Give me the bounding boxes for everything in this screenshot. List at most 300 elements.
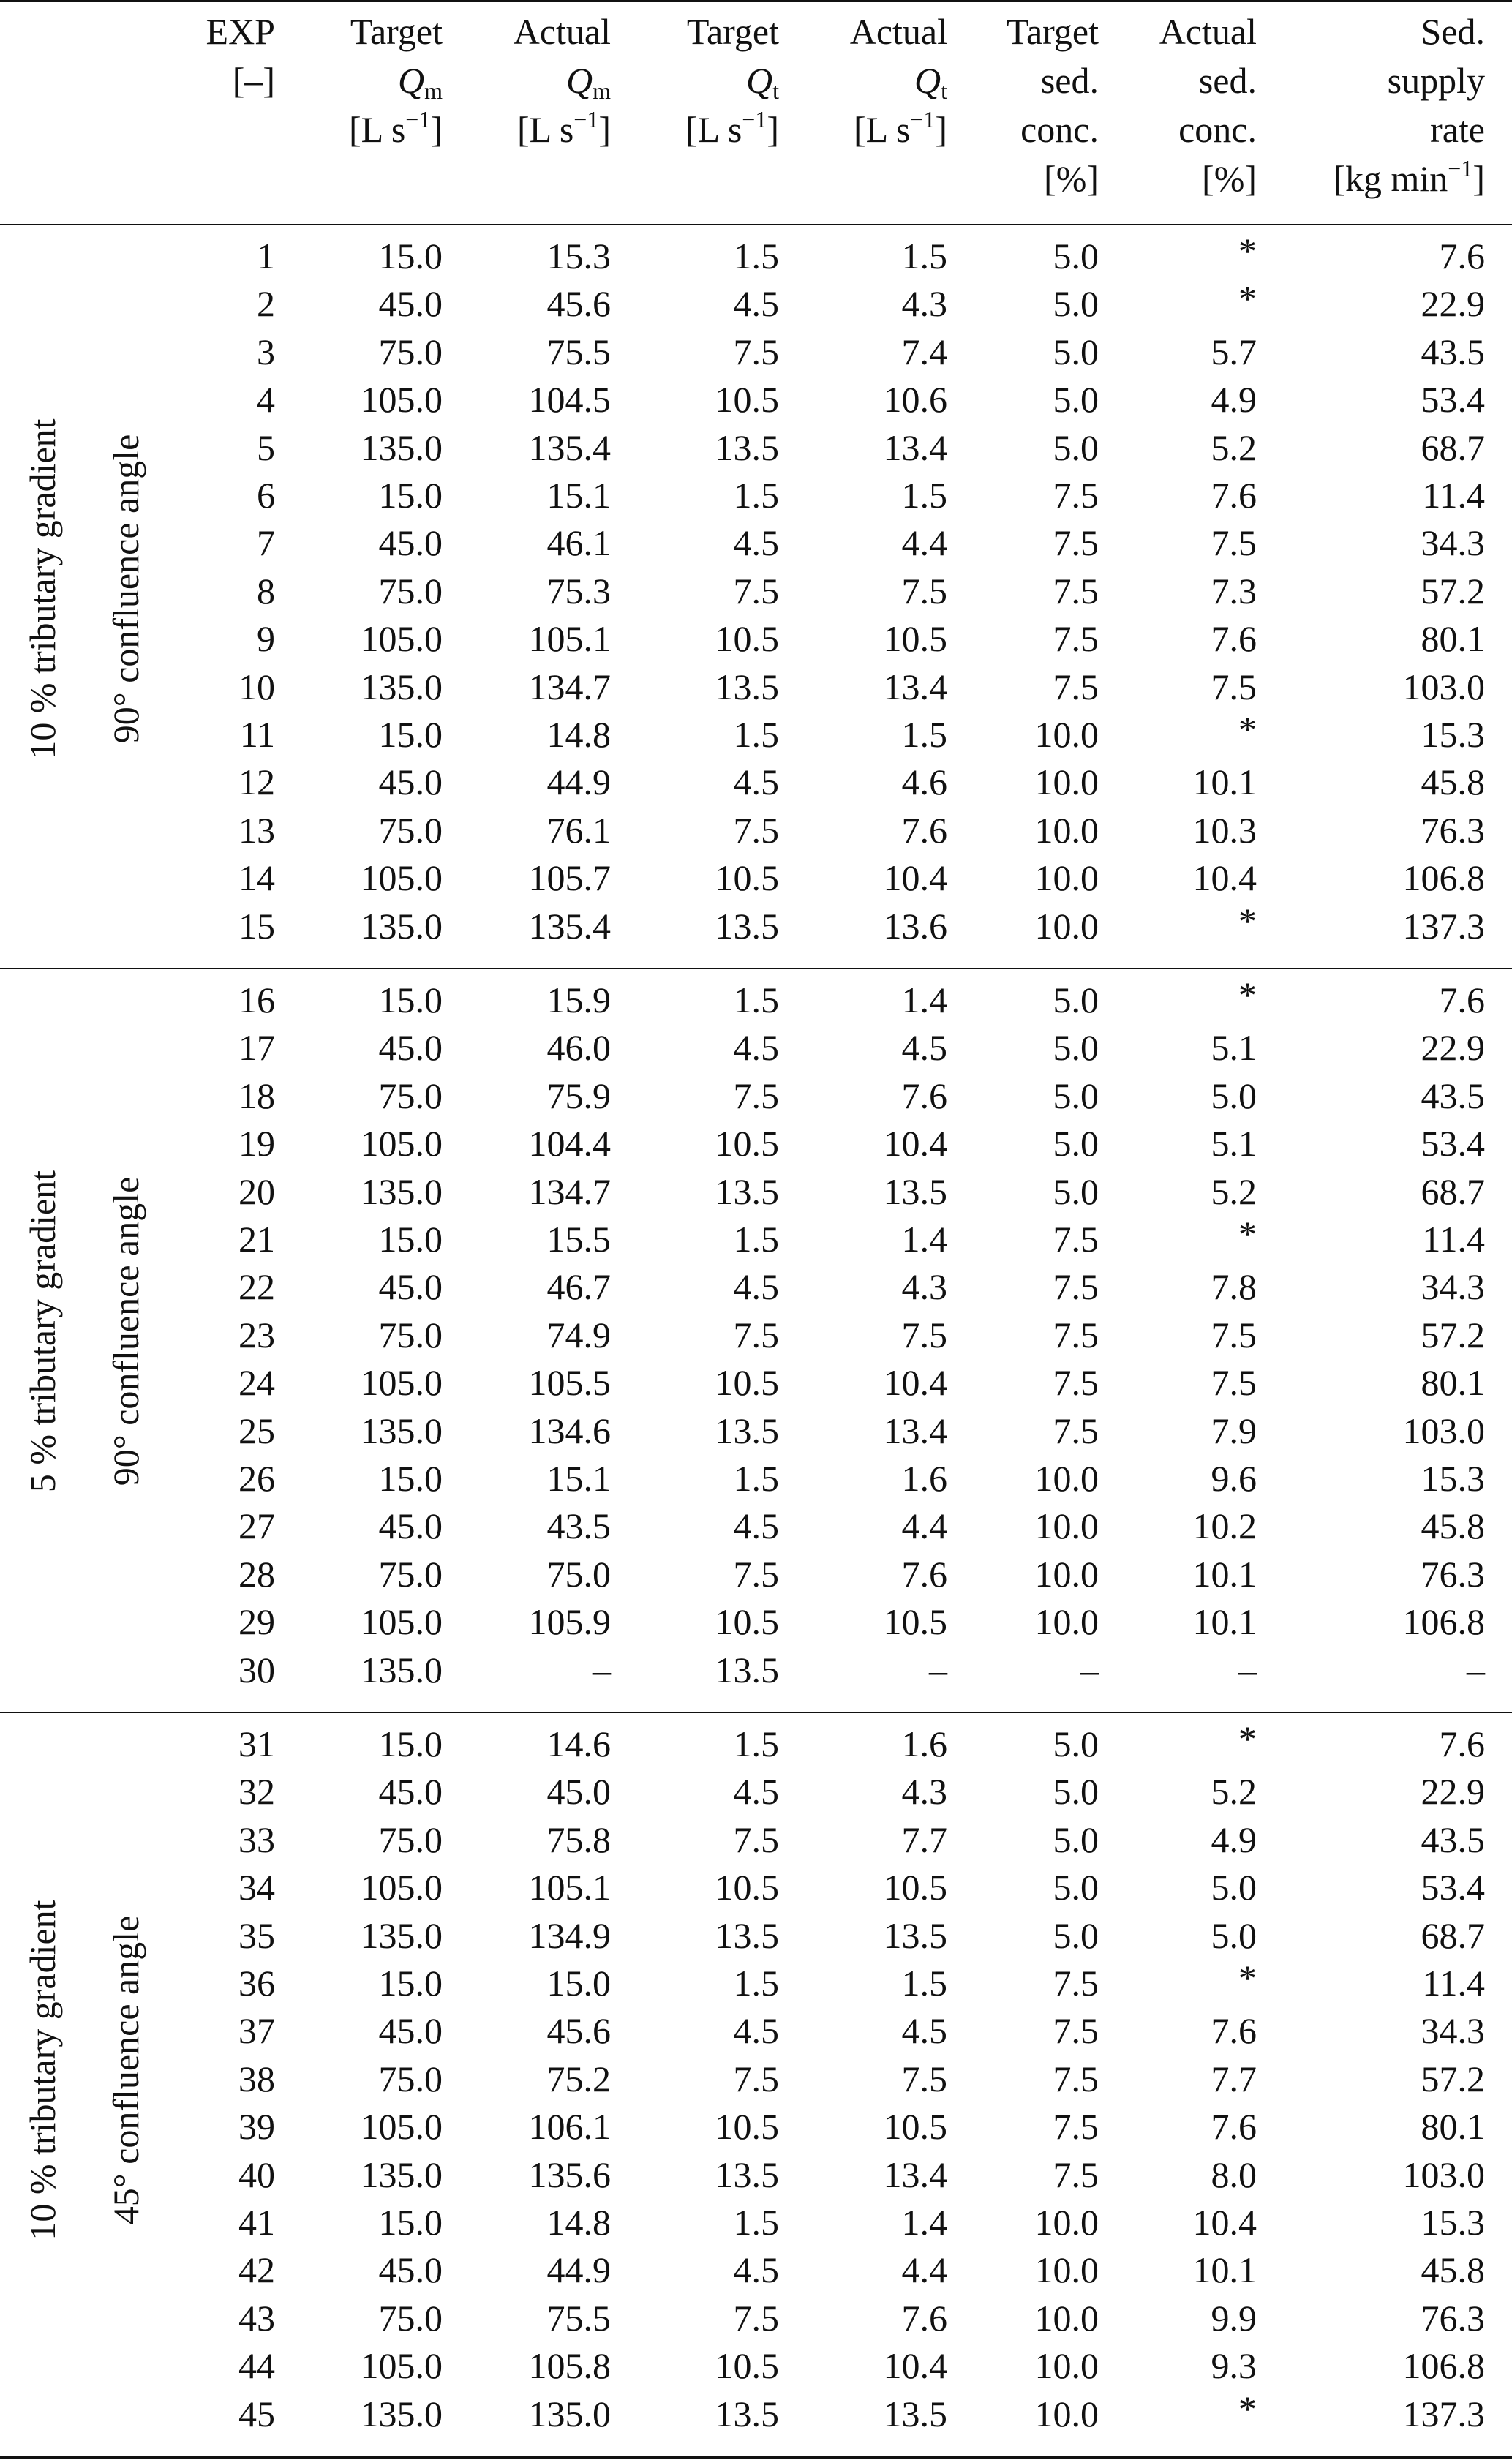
target-qt-cell: 4.5 xyxy=(733,283,779,325)
target-qm-cell: 105.0 xyxy=(360,857,443,899)
exp-cell: 28 xyxy=(238,1553,275,1595)
group-2-gradient-label: 5 % tributary gradient xyxy=(22,1170,63,1493)
actual-conc-cell: * xyxy=(1238,1957,1257,1998)
supply-rate-cell: 22.9 xyxy=(1421,1027,1485,1069)
supply-rate-cell: 68.7 xyxy=(1421,1170,1485,1212)
target-qm-cell: 45.0 xyxy=(378,2010,443,2052)
table-row xyxy=(0,854,1512,902)
target-qm-cell: 15.0 xyxy=(378,475,443,516)
supply-rate-cell: – xyxy=(1467,1649,1485,1690)
target-conc-cell: 5.0 xyxy=(1053,1027,1099,1069)
actual-qm-cell: 105.7 xyxy=(528,857,611,899)
actual-qm-cell: 44.9 xyxy=(546,2249,611,2291)
actual-conc-cell: 7.6 xyxy=(1211,618,1257,660)
target-qm-cell: 105.0 xyxy=(360,2106,443,2148)
target-qt-cell: 10.5 xyxy=(715,2106,779,2148)
actual-qt-cell: 13.4 xyxy=(883,426,947,468)
target-qt-cell: 7.5 xyxy=(733,1553,779,1595)
supply-rate-cell: 57.2 xyxy=(1421,570,1485,612)
exp-cell: 45 xyxy=(238,2393,275,2434)
table-row xyxy=(0,900,1512,950)
supply-rate-cell: 53.4 xyxy=(1421,379,1485,421)
exp-cell: 37 xyxy=(238,2010,275,2052)
target-qt-cell: 1.5 xyxy=(733,714,779,755)
target-qm-cell: 75.0 xyxy=(378,570,443,612)
exp-cell: 35 xyxy=(238,1914,275,1956)
target-qt-cell: 7.5 xyxy=(733,331,779,372)
actual-qt-cell: 10.4 xyxy=(883,1123,947,1165)
table-row xyxy=(0,376,1512,424)
supply-rate-cell: 15.3 xyxy=(1421,714,1485,755)
actual-qt-cell: 7.6 xyxy=(901,2297,947,2339)
target-conc-cell: 7.5 xyxy=(1053,618,1099,660)
table-row xyxy=(0,2388,1512,2438)
target-qt-cell: 13.5 xyxy=(715,666,779,707)
group-3-angle-label: 45° confluence angle xyxy=(105,1915,146,2225)
supply-rate-cell: 45.8 xyxy=(1421,2249,1485,2291)
table-row xyxy=(0,1216,1512,1263)
actual-qt-cell: 4.6 xyxy=(901,761,947,803)
exp-cell: 18 xyxy=(238,1075,275,1116)
target-qm-cell: 15.0 xyxy=(378,236,443,277)
target-conc-cell: 5.0 xyxy=(1053,426,1099,468)
group-rule-1 xyxy=(0,968,1512,969)
supply-rate-cell: 103.0 xyxy=(1402,1410,1485,1451)
exp-cell: 12 xyxy=(238,761,275,803)
header-rule xyxy=(0,224,1512,225)
actual-conc-cell: 7.6 xyxy=(1211,475,1257,516)
target-qt-cell: 4.5 xyxy=(733,1266,779,1308)
target-qt-cell: 1.5 xyxy=(733,1458,779,1499)
target-qt-cell: 10.5 xyxy=(715,618,779,660)
actual-qt-cell: 7.6 xyxy=(901,809,947,851)
target-qm-cell: 135.0 xyxy=(360,2154,443,2195)
target-qm-cell: 75.0 xyxy=(378,1314,443,1355)
top-rule xyxy=(0,0,1512,2)
actual-conc-cell: 5.7 xyxy=(1211,331,1257,372)
supply-rate-cell: 80.1 xyxy=(1421,2106,1485,2148)
actual-qt-cell: 10.5 xyxy=(883,2106,947,2148)
actual-qm-cell: 75.8 xyxy=(546,1818,611,1860)
group-rule-2 xyxy=(0,1712,1512,1713)
target-qt-cell: 10.5 xyxy=(715,1362,779,1404)
header-actual-qm: Actual $Q_m$ [L $s^{-1}$] xyxy=(513,11,611,150)
actual-qm-cell: 14.8 xyxy=(546,714,611,755)
group-2-angle-label: 90° confluence angle xyxy=(105,1176,146,1486)
supply-rate-cell: 103.0 xyxy=(1402,2154,1485,2195)
target-conc-cell: 10.0 xyxy=(1034,2202,1099,2243)
target-conc-cell: 7.5 xyxy=(1053,475,1099,516)
actual-conc-cell: 10.1 xyxy=(1192,1553,1257,1595)
target-conc-cell: 10.0 xyxy=(1034,1553,1099,1595)
target-conc-cell: 7.5 xyxy=(1053,1410,1099,1451)
target-conc-cell: 5.0 xyxy=(1053,1914,1099,1956)
target-conc-cell: 5.0 xyxy=(1053,331,1099,372)
actual-qm-cell: 74.9 xyxy=(546,1314,611,1355)
target-qm-cell: 75.0 xyxy=(378,1075,443,1116)
actual-conc-cell: 10.1 xyxy=(1192,1601,1257,1643)
actual-conc-cell: 5.0 xyxy=(1211,1075,1257,1116)
target-conc-cell: – xyxy=(1080,1649,1099,1690)
actual-qm-cell: 45.6 xyxy=(546,283,611,325)
exp-cell: 34 xyxy=(238,1867,275,1908)
target-conc-cell: 7.5 xyxy=(1053,2010,1099,2052)
exp-cell: 32 xyxy=(238,1771,275,1813)
exp-cell: 33 xyxy=(238,1818,275,1860)
target-qm-cell: 135.0 xyxy=(360,666,443,707)
actual-conc-cell: 9.9 xyxy=(1211,2297,1257,2339)
table-row xyxy=(0,1168,1512,1216)
exp-cell: 14 xyxy=(238,857,275,899)
exp-cell: 5 xyxy=(257,426,275,468)
actual-qt-cell: 7.7 xyxy=(901,1818,947,1860)
actual-conc-cell: 7.5 xyxy=(1211,666,1257,707)
supply-rate-cell: 22.9 xyxy=(1421,1771,1485,1813)
exp-cell: 15 xyxy=(238,905,275,947)
table-row xyxy=(0,807,1512,854)
target-qt-cell: 13.5 xyxy=(715,1649,779,1690)
actual-conc-cell: 10.2 xyxy=(1192,1505,1257,1547)
target-conc-cell: 7.5 xyxy=(1053,1219,1099,1260)
table-row xyxy=(0,1864,1512,1911)
target-qm-cell: 105.0 xyxy=(360,1362,443,1404)
supply-rate-cell: 45.8 xyxy=(1421,1505,1485,1547)
actual-qt-cell: 1.4 xyxy=(901,2202,947,2243)
actual-qm-cell: 45.0 xyxy=(546,1771,611,1813)
exp-cell: 19 xyxy=(238,1123,275,1165)
exp-cell: 17 xyxy=(238,1027,275,1069)
target-qm-cell: 45.0 xyxy=(378,1505,443,1547)
actual-conc-cell: 7.5 xyxy=(1211,522,1257,564)
target-conc-cell: 5.0 xyxy=(1053,1123,1099,1165)
supply-rate-cell: 57.2 xyxy=(1421,1314,1485,1355)
actual-qm-cell: 134.7 xyxy=(528,1170,611,1212)
actual-qt-cell: 7.5 xyxy=(901,2058,947,2099)
target-conc-cell: 5.0 xyxy=(1053,1818,1099,1860)
target-conc-cell: 5.0 xyxy=(1053,1723,1099,1764)
supply-rate-cell: 80.1 xyxy=(1421,618,1485,660)
supply-rate-cell: 11.4 xyxy=(1422,475,1485,516)
actual-qt-cell: 4.4 xyxy=(901,2249,947,2291)
target-qt-cell: 13.5 xyxy=(715,1914,779,1956)
exp-cell: 2 xyxy=(257,283,275,325)
actual-qm-cell: 75.5 xyxy=(546,2297,611,2339)
exp-cell: 44 xyxy=(238,2345,275,2387)
table-row xyxy=(0,711,1512,759)
actual-qt-cell: 13.5 xyxy=(883,1914,947,1956)
table-row xyxy=(0,1455,1512,1502)
supply-rate-cell: 15.3 xyxy=(1421,1458,1485,1499)
actual-qt-cell: 13.5 xyxy=(883,1170,947,1212)
target-qm-cell: 15.0 xyxy=(378,2202,443,2243)
table-row xyxy=(0,1024,1512,1072)
target-qt-cell: 13.5 xyxy=(715,1170,779,1212)
target-conc-cell: 7.5 xyxy=(1053,2154,1099,2195)
target-qt-cell: 13.5 xyxy=(715,2393,779,2434)
supply-rate-cell: 45.8 xyxy=(1421,761,1485,803)
actual-qm-cell: 105.9 xyxy=(528,1601,611,1643)
target-qt-cell: 10.5 xyxy=(715,1867,779,1908)
target-conc-cell: 7.5 xyxy=(1053,1314,1099,1355)
actual-qt-cell: 7.5 xyxy=(901,570,947,612)
exp-cell: 20 xyxy=(238,1170,275,1212)
exp-cell: 43 xyxy=(238,2297,275,2339)
target-qt-cell: 10.5 xyxy=(715,379,779,421)
target-conc-cell: 10.0 xyxy=(1034,2249,1099,2291)
actual-conc-cell: 5.0 xyxy=(1211,1914,1257,1956)
target-qm-cell: 45.0 xyxy=(378,1266,443,1308)
target-qm-cell: 75.0 xyxy=(378,2297,443,2339)
exp-cell: 38 xyxy=(238,2058,275,2099)
actual-qt-cell: 1.5 xyxy=(901,1963,947,2004)
actual-qm-cell: 15.3 xyxy=(546,236,611,277)
actual-qt-cell: 7.5 xyxy=(901,1314,947,1355)
exp-cell: 4 xyxy=(257,379,275,421)
exp-cell: 27 xyxy=(238,1505,275,1547)
target-qt-cell: 1.5 xyxy=(733,1963,779,2004)
table-row xyxy=(0,759,1512,806)
supply-rate-cell: 76.3 xyxy=(1421,809,1485,851)
actual-qm-cell: 14.8 xyxy=(546,2202,611,2243)
supply-rate-cell: 43.5 xyxy=(1421,1075,1485,1116)
target-conc-cell: 10.0 xyxy=(1034,2393,1099,2434)
table-row xyxy=(0,663,1512,711)
target-conc-cell: 10.0 xyxy=(1034,1458,1099,1499)
table-row xyxy=(0,2007,1512,2055)
target-qm-cell: 135.0 xyxy=(360,2393,443,2434)
supply-rate-cell: 106.8 xyxy=(1402,2345,1485,2387)
actual-qm-cell: 105.1 xyxy=(528,618,611,660)
supply-rate-cell: 34.3 xyxy=(1421,1266,1485,1308)
exp-cell: 42 xyxy=(238,2249,275,2291)
actual-qt-cell: 1.5 xyxy=(901,236,947,277)
target-qm-cell: 45.0 xyxy=(378,283,443,325)
target-qt-cell: 1.5 xyxy=(733,1219,779,1260)
supply-rate-cell: 68.7 xyxy=(1421,426,1485,468)
table-row xyxy=(0,568,1512,615)
group-1-gradient-label: 10 % tributary gradient xyxy=(22,418,63,759)
target-qt-cell: 4.5 xyxy=(733,1027,779,1069)
exp-cell: 16 xyxy=(238,979,275,1020)
actual-qt-cell: 10.4 xyxy=(883,2345,947,2387)
table-row xyxy=(0,1912,1512,1960)
table-row xyxy=(0,1957,1512,2007)
actual-conc-cell: 7.5 xyxy=(1211,1362,1257,1404)
target-qt-cell: 4.5 xyxy=(733,522,779,564)
actual-qm-cell: 15.5 xyxy=(546,1219,611,1260)
actual-qm-cell: 15.1 xyxy=(546,1458,611,1499)
supply-rate-cell: 57.2 xyxy=(1421,2058,1485,2099)
actual-conc-cell: * xyxy=(1238,900,1257,941)
actual-qm-cell: 106.1 xyxy=(528,2106,611,2148)
target-qt-cell: 4.5 xyxy=(733,2249,779,2291)
actual-conc-cell: 10.1 xyxy=(1192,2249,1257,2291)
supply-rate-cell: 15.3 xyxy=(1421,2202,1485,2243)
actual-qt-cell: 13.6 xyxy=(883,905,947,947)
target-qm-cell: 105.0 xyxy=(360,618,443,660)
actual-qt-cell: 1.6 xyxy=(901,1723,947,1764)
target-qm-cell: 75.0 xyxy=(378,331,443,372)
target-qt-cell: 7.5 xyxy=(733,2058,779,2099)
actual-conc-cell: 5.2 xyxy=(1211,426,1257,468)
target-qm-cell: 105.0 xyxy=(360,2345,443,2387)
actual-qm-cell: 135.4 xyxy=(528,905,611,947)
table-row xyxy=(0,1502,1512,1550)
actual-qt-cell: 4.3 xyxy=(901,1771,947,1813)
actual-qm-cell: 45.6 xyxy=(546,2010,611,2052)
target-qm-cell: 135.0 xyxy=(360,1649,443,1690)
target-qt-cell: 4.5 xyxy=(733,1771,779,1813)
target-qm-cell: 75.0 xyxy=(378,1553,443,1595)
actual-conc-cell: * xyxy=(1238,1214,1257,1255)
target-conc-cell: 10.0 xyxy=(1034,1505,1099,1547)
target-conc-cell: 5.0 xyxy=(1053,379,1099,421)
actual-qt-cell: 4.3 xyxy=(901,283,947,325)
table-row xyxy=(0,1312,1512,1359)
actual-conc-cell: 5.2 xyxy=(1211,1771,1257,1813)
actual-qt-cell: 13.4 xyxy=(883,666,947,707)
exp-cell: 25 xyxy=(238,1410,275,1451)
table-row xyxy=(0,424,1512,472)
table-row xyxy=(0,519,1512,567)
actual-conc-cell: 7.3 xyxy=(1211,570,1257,612)
actual-qm-cell: 75.5 xyxy=(546,331,611,372)
exp-cell: 40 xyxy=(238,2154,275,2195)
target-conc-cell: 5.0 xyxy=(1053,1867,1099,1908)
supply-rate-cell: 34.3 xyxy=(1421,522,1485,564)
actual-qm-cell: 134.9 xyxy=(528,1914,611,1956)
exp-cell: 3 xyxy=(257,331,275,372)
actual-qm-cell: 15.9 xyxy=(546,979,611,1020)
target-qm-cell: 45.0 xyxy=(378,1027,443,1069)
target-qm-cell: 105.0 xyxy=(360,1123,443,1165)
target-qm-cell: 15.0 xyxy=(378,1458,443,1499)
table-row xyxy=(0,1120,1512,1167)
exp-cell: 36 xyxy=(238,1963,275,2004)
group-1-angle-label: 90° confluence angle xyxy=(105,434,146,744)
actual-qm-cell: 75.3 xyxy=(546,570,611,612)
target-conc-cell: 5.0 xyxy=(1053,979,1099,1020)
target-qt-cell: 1.5 xyxy=(733,236,779,277)
table-row xyxy=(0,230,1512,280)
actual-qm-cell: 46.0 xyxy=(546,1027,611,1069)
table-row xyxy=(0,2103,1512,2151)
actual-qt-cell: 1.4 xyxy=(901,979,947,1020)
target-qt-cell: 7.5 xyxy=(733,2297,779,2339)
actual-conc-cell: * xyxy=(1238,1718,1257,1759)
actual-qm-cell: 46.7 xyxy=(546,1266,611,1308)
actual-qt-cell: 10.5 xyxy=(883,618,947,660)
target-qm-cell: 75.0 xyxy=(378,809,443,851)
target-qm-cell: 75.0 xyxy=(378,1818,443,1860)
target-qm-cell: 135.0 xyxy=(360,905,443,947)
exp-cell: 26 xyxy=(238,1458,275,1499)
target-conc-cell: 10.0 xyxy=(1034,714,1099,755)
table-row xyxy=(0,472,1512,519)
target-conc-cell: 7.5 xyxy=(1053,666,1099,707)
table-row xyxy=(0,1598,1512,1646)
target-conc-cell: 7.5 xyxy=(1053,1963,1099,2004)
target-conc-cell: 10.0 xyxy=(1034,809,1099,851)
target-conc-cell: 5.0 xyxy=(1053,236,1099,277)
actual-conc-cell: 7.7 xyxy=(1211,2058,1257,2099)
actual-qm-cell: 76.1 xyxy=(546,809,611,851)
table-row xyxy=(0,1816,1512,1864)
target-qt-cell: 4.5 xyxy=(733,761,779,803)
target-qm-cell: 75.0 xyxy=(378,2058,443,2099)
actual-conc-cell: * xyxy=(1238,230,1257,271)
actual-conc-cell: 7.6 xyxy=(1211,2106,1257,2148)
actual-qt-cell: 4.3 xyxy=(901,1266,947,1308)
actual-conc-cell: * xyxy=(1238,278,1257,320)
target-qt-cell: 13.5 xyxy=(715,1410,779,1451)
exp-cell: 39 xyxy=(238,2106,275,2148)
group-3-gradient-label: 10 % tributary gradient xyxy=(22,1900,63,2241)
supply-rate-cell: 22.9 xyxy=(1421,283,1485,325)
actual-qt-cell: 7.6 xyxy=(901,1553,947,1595)
target-qt-cell: 7.5 xyxy=(733,570,779,612)
actual-conc-cell: 5.0 xyxy=(1211,1867,1257,1908)
header-exp: EXP [–] xyxy=(206,11,275,101)
actual-qt-cell: 4.4 xyxy=(901,1505,947,1547)
target-conc-cell: 10.0 xyxy=(1034,761,1099,803)
actual-conc-cell: 8.0 xyxy=(1211,2154,1257,2195)
target-qm-cell: 15.0 xyxy=(378,979,443,1020)
target-qt-cell: 7.5 xyxy=(733,1818,779,1860)
target-qt-cell: 10.5 xyxy=(715,1601,779,1643)
actual-conc-cell: 9.6 xyxy=(1211,1458,1257,1499)
table-row xyxy=(0,1072,1512,1120)
actual-qm-cell: 105.8 xyxy=(528,2345,611,2387)
exp-cell: 13 xyxy=(238,809,275,851)
exp-cell: 7 xyxy=(257,522,275,564)
target-qt-cell: 7.5 xyxy=(733,809,779,851)
exp-cell: 11 xyxy=(239,714,275,755)
target-qt-cell: 1.5 xyxy=(733,1723,779,1764)
target-conc-cell: 7.5 xyxy=(1053,2058,1099,2099)
actual-conc-cell: * xyxy=(1238,709,1257,750)
target-qm-cell: 105.0 xyxy=(360,1867,443,1908)
supply-rate-cell: 80.1 xyxy=(1421,1362,1485,1404)
supply-rate-cell: 43.5 xyxy=(1421,331,1485,372)
table-row xyxy=(0,2246,1512,2294)
exp-cell: 23 xyxy=(238,1314,275,1355)
target-qt-cell: 1.5 xyxy=(733,2202,779,2243)
actual-qt-cell: 1.6 xyxy=(901,1458,947,1499)
supply-rate-cell: 137.3 xyxy=(1402,905,1485,947)
exp-cell: 6 xyxy=(257,475,275,516)
header-target-qt: Target $Q_t$ [L $s^{-1}$] xyxy=(685,11,779,150)
target-conc-cell: 5.0 xyxy=(1053,1771,1099,1813)
target-qt-cell: 1.5 xyxy=(733,979,779,1020)
table-row xyxy=(0,1768,1512,1816)
supply-rate-cell: 11.4 xyxy=(1422,1963,1485,2004)
header-actual-qt: Actual $Q_t$ [L $s^{-1}$] xyxy=(849,11,947,150)
actual-qm-cell: 135.6 xyxy=(528,2154,611,2195)
table-row xyxy=(0,2055,1512,2103)
actual-conc-cell: 10.4 xyxy=(1192,2202,1257,2243)
supply-rate-cell: 7.6 xyxy=(1439,236,1485,277)
actual-qm-cell: 43.5 xyxy=(546,1505,611,1547)
supply-rate-cell: 34.3 xyxy=(1421,2010,1485,2052)
table-row xyxy=(0,2342,1512,2390)
actual-conc-cell: 10.1 xyxy=(1192,761,1257,803)
target-conc-cell: 5.0 xyxy=(1053,283,1099,325)
target-qm-cell: 45.0 xyxy=(378,761,443,803)
table-row xyxy=(0,1720,1512,1768)
target-qt-cell: 13.5 xyxy=(715,426,779,468)
actual-qm-cell: 75.0 xyxy=(546,1553,611,1595)
